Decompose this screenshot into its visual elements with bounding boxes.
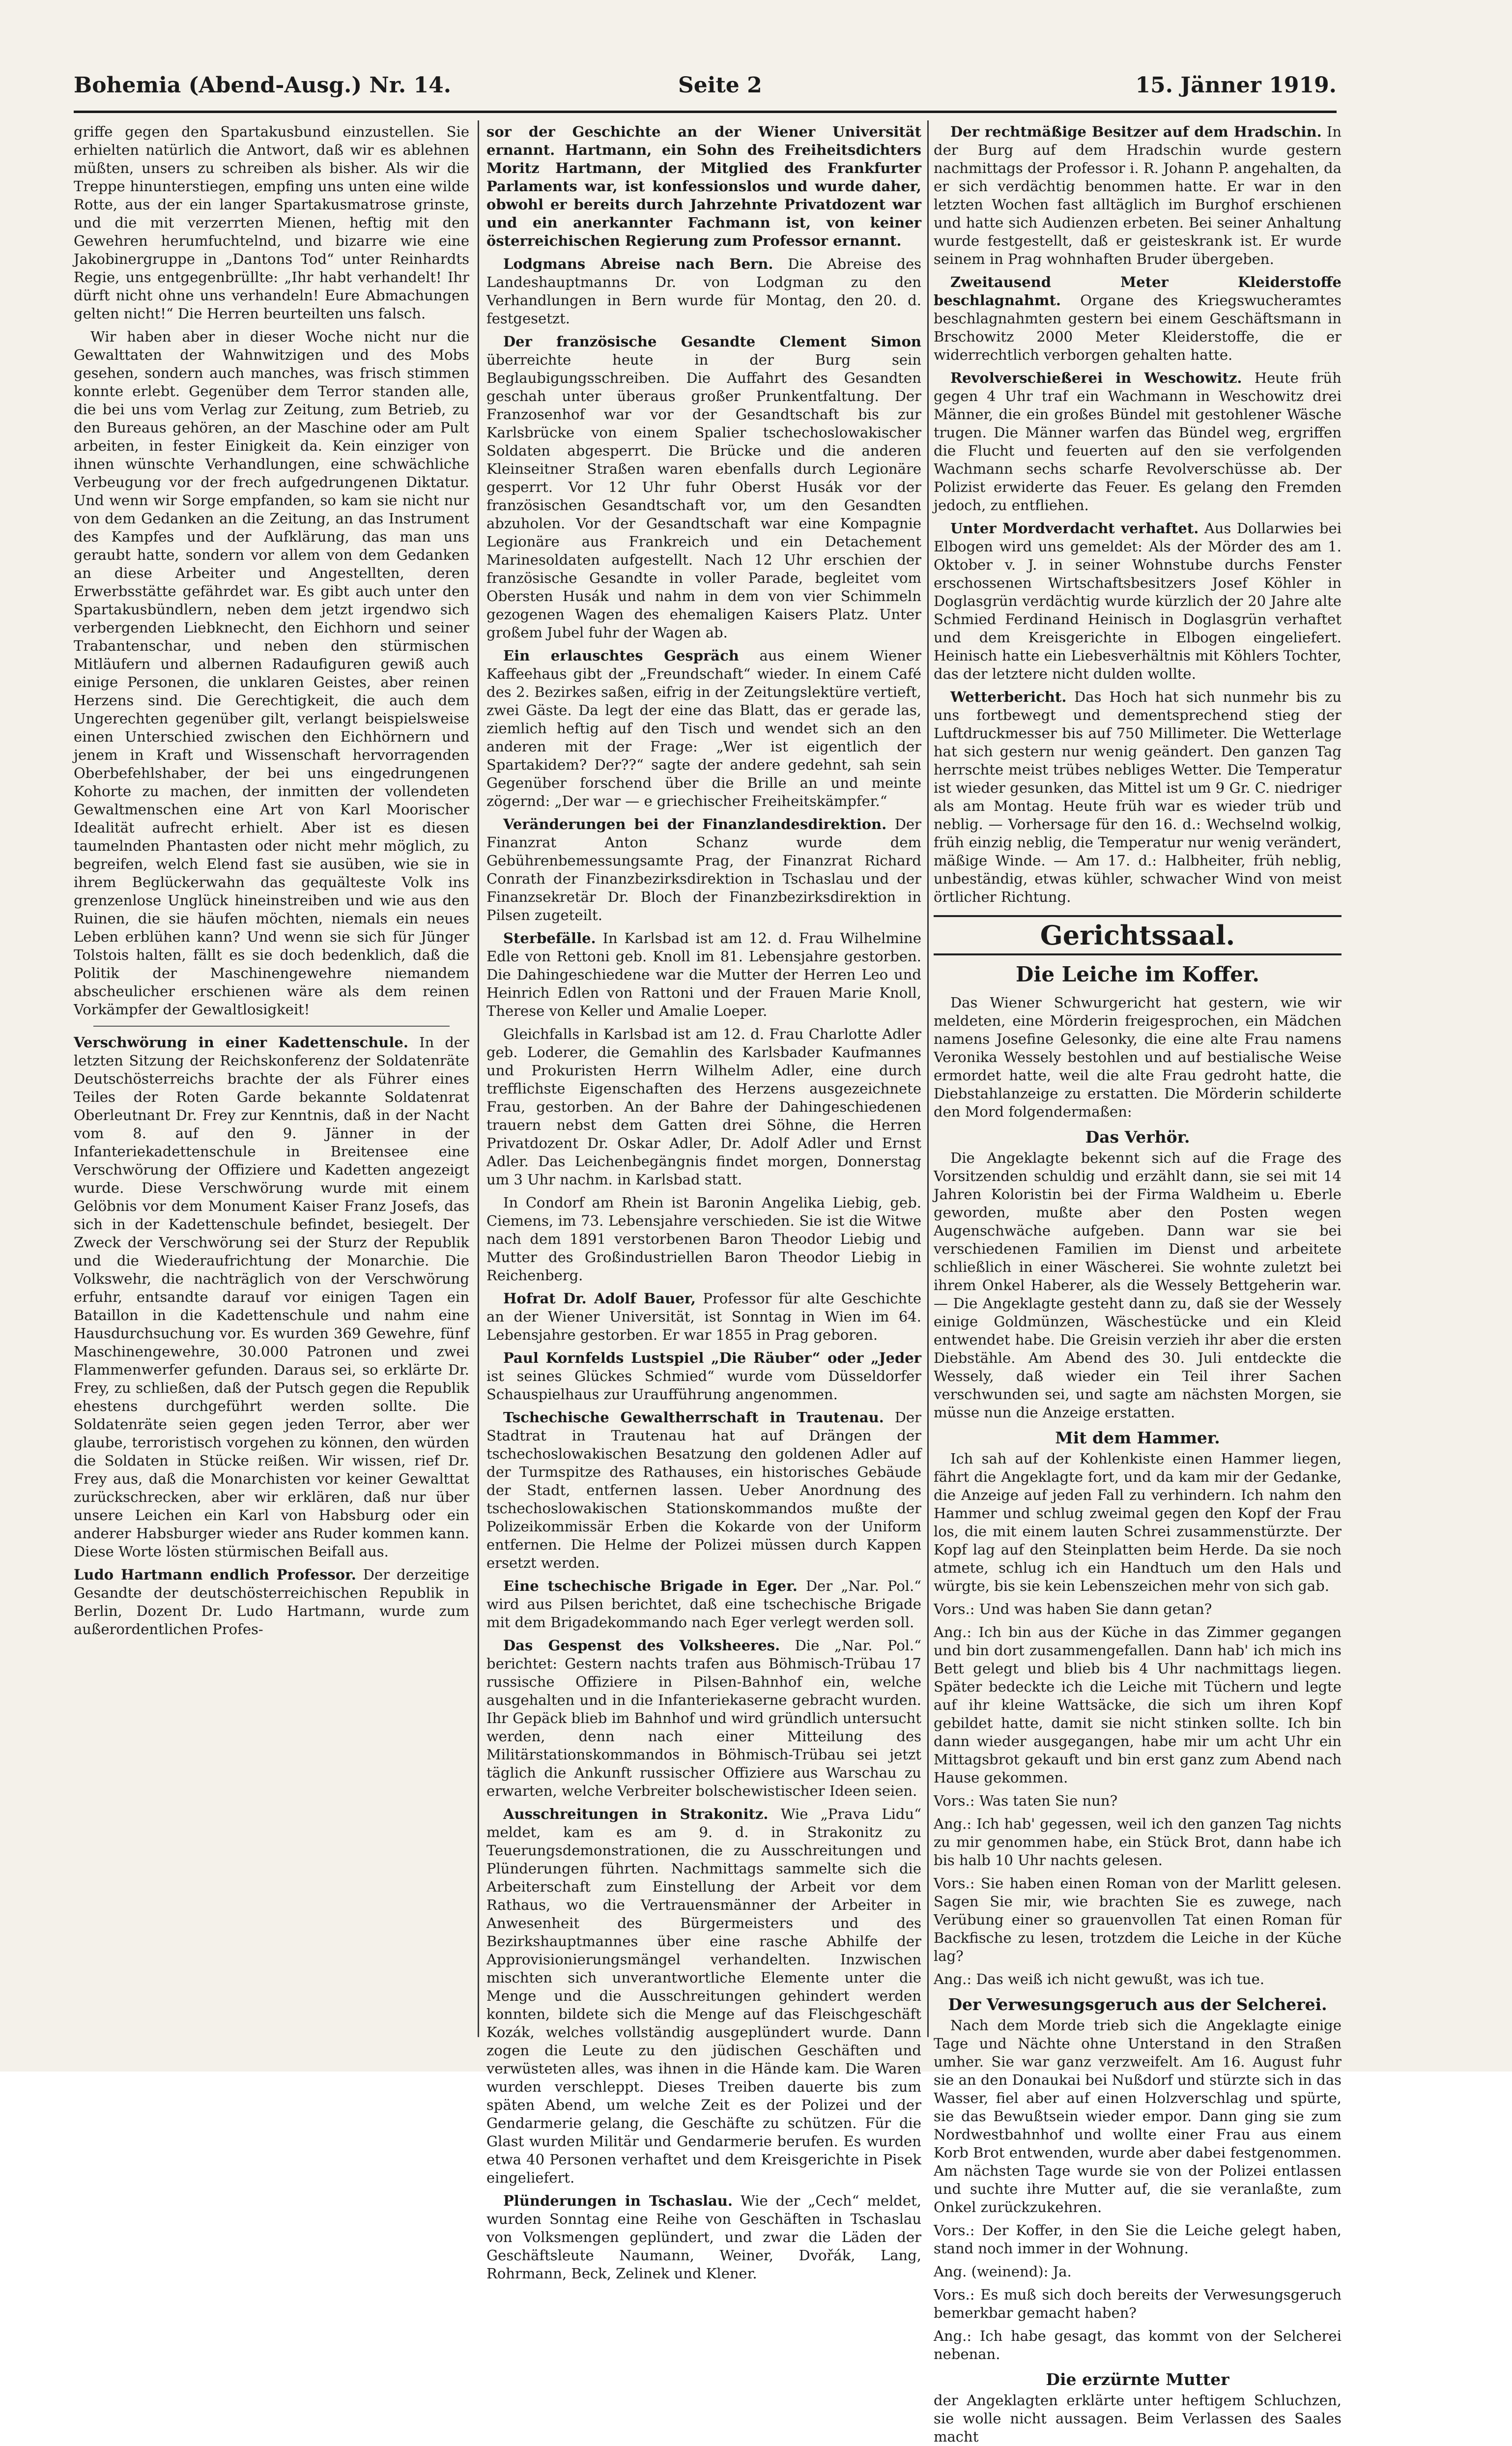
news-item-kadetten xyxy=(74,1034,469,1561)
news-item-bauer xyxy=(486,1290,921,1344)
column-rule-1 xyxy=(478,120,479,2037)
news-item-text: Die „Nar. Pol.“ berichtet: Gestern nachts trafen aus Böhmisch-Trübau 17 russische Offiziere in Pilsen-Bahnhof ein, welche ausgehalten und in die Infanteriekaserne gebracht wurden. Ihr Gepäck blieb im Bahnhof und wird gründlich untersucht werden, denn nach einer Mitteilung des Militärstationskommandos in Böhmisch-Trübau sei jetzt täglich die Ankunft russischer Offiziere aus Warschau zu erwarten, welche Verbreiter bolschewistischer Ideen seien. xyxy=(486,1637,921,1799)
news-item-title: Paul Kornfelds Lustspiel „Die Räuber“ oder „Jeder xyxy=(503,1350,921,1366)
dialogue-line: Vors.: Was taten Sie nun? xyxy=(934,1792,1118,1809)
news-item-ludo xyxy=(74,1566,469,1639)
news-item-title: Ausschreitungen in Strakonitz. xyxy=(503,1806,769,1822)
news-item-title: Hofrat Dr. Adolf Bauer, xyxy=(503,1290,696,1307)
article-paragraph: griffe gegen den Spartakusbund einzustellen. Sie erhielten natürlich die Antwort, daß wir es ablehnen müßten, unsers zu schreiben als bisher. Als wir die Treppe hinunterstiegen, empfing uns unten eine wilde Rotte, aus der ein langer Spartakusmatrose grinste, und die mit verzerrten Mienen, heftig mit den Gewehren herumfuchtelnd, und bizarre wie eine Jakobinergruppe in „Dantons Tod“ unter Reinhardts Regie, uns entgegenbrüllte: „Ihr habt verhandelt! Ihr dürft nicht ohne uns verhandeln! Eure Abmachungen gelten nicht!“ Die Herren beurteilten uns falsch. xyxy=(74,123,469,322)
news-item-gespraech xyxy=(486,647,921,810)
dialogue-line: Ang. (weinend): Ja. xyxy=(934,2263,1072,2280)
news-item-title: Revolverschießerei in Weschowitz. xyxy=(950,370,1242,386)
news-item-title: Eine tschechische Brigade in Eger. xyxy=(503,1578,798,1594)
masthead-issue: Bohemia (Abend-Ausg.) Nr. 14. xyxy=(74,73,452,98)
news-item-text: In der Burg auf dem Hradschin wurde gestern nachmittags der Professor i. R. Johann P. angehalten, da er sich verdächtig benommen hatte. Er war in den letzten Wochen fast alltäglich im Burghof erschienen und hatte sich Audienzen erbeten. Bei seiner Anhaltung wurde festgestellt, daß er geisteskrank ist. Er wurde seinem in Prag wohnhaften Bruder übergeben. xyxy=(934,123,1342,267)
article-continuation: sor der Geschichte an der Wiener Universität ernannt. Hartmann, ein Sohn des Freiheitsdichters Moritz Hartmann, der Mitglied des Frankfurter Parlaments war, ist konfessionslos und wurde daher, obwohl er bereits durch Jahrzehnte Privatdozent war und ein anerkannter Fachmann ist, von keiner österreichischen Regierung zum Professor ernannt. xyxy=(486,123,921,249)
article-paragraph: Nach dem Morde trieb sich die Angeklagte einige Tage und Nächte ohne Unterstand in den Straßen umher. Sie war ganz verzweifelt. Am 16. August fuhr sie an den Donaukai bei Nußdorf und stürzte sich in das Wasser, fiel aber auf einen Holzverschlag und spürte, sie das Bewußtsein wieder empor. Dann ging sie zum Nordwestbahnhof und wollte einer Frau aus einem Korb Brot entwenden, wurde aber dabei festgenommen. Am nächsten Tage wurde sie von der Polizei entlassen und suchte ihre Mutter auf, die sie veranlaßte, zum Onkel zurückzukehren. xyxy=(934,2017,1341,2216)
dialogue-line: Ang.: Das weiß ich nicht gewußt, was ich tue. xyxy=(934,1971,1265,1987)
news-item-title: Zweitausend Meter Kleiderstoffe beschlagnahmt. xyxy=(934,274,1341,309)
news-item-mord xyxy=(934,519,1341,683)
article-headline: Die Leiche im Koffer. xyxy=(1015,962,1260,986)
page-number: Seite 2 xyxy=(678,73,762,98)
news-item-revolver xyxy=(934,369,1341,515)
section-heading-gerichtssaal: Gerichtssaal. xyxy=(934,915,1341,955)
news-item-sterbe-2: Gleichfalls in Karlsbad ist am 12. d. Frau Charlotte Adler geb. Loderer, die Gemahlin des Karlsbader Kaufmannes und Prokuristen Herrn Wilhelm Adler, eine durch trefflichste Eigenschaften des Herzens ausgezeichnete Frau, gestorben. An der Bahre der Dahingeschiedenen trauern nebst dem Gatten drei Söhne, die Herren Privatdozent Dr. Oskar Adler, Dr. Adolf Adler und Ernst Adler. Das Leichenbegängnis findet morgen, Donnerstag um 3 Uhr nachm. in Karlsbad statt. xyxy=(486,1026,921,1188)
dialogue-line: Ang.: Ich bin aus der Küche in das Zimmer gegangen und bin dort zusammengefallen. Dann hab' ich mich ins Bett gelegt und blieb bis 4 Uhr nachmittags liegen. Später bedeckte ich die Leiche mit Tüchern und legte auf ihr kleine Wattsäcke, die sich um ihren Kopf gebildet hatte, damit sie nicht stinken sollte. Ich bin dann wieder ausgegangen, habe mir um acht Uhr ein Mittagsbrot gekauft und bin erst ganz zum Abend nach Hause gekommen. xyxy=(934,1624,1341,1786)
news-item-title: Wetterbericht. xyxy=(950,689,1067,705)
subheading: Die erzürnte Mutter xyxy=(1046,2370,1229,2389)
article-paragraph: der Angeklagten erklärte unter heftigem Schluchzen, sie wolle nicht aussagen. Beim Verlassen des Saales macht xyxy=(934,2392,1341,2445)
news-item-sterbe-3: In Condorf am Rhein ist Baronin Angelika Liebig, geb. Ciemens, im 73. Lebensjahre verschieden. Sie ist die Witwe nach dem 1891 verstorbenen Baron Theodor Liebig und Mutter des Großindustriellen Baron Theodor Liebig in Reichenberg. xyxy=(486,1194,921,1284)
news-item-text: überreichte heute in der Burg sein Beglaubigungsschreiben. Die Auffahrt des Gesandten geschah unter überaus großer Prunkentfaltung. Der Franzosenhof war vor der Gesandtschaft bis zur Karlsbrücke von einem Spalier tschechoslowakischer Soldaten abgesperrt. Die Brücke und die anderen Kleinseitner Straßen waren ebenfalls durch Legionäre gesperrt. Vor 12 Uhr fuhr Oberst Husák vor der französischen Gesandtschaft vor, um den Gesandten abzuholen. Vor der Gesandtschaft war eine Kompagnie Legionäre aus Frankreich und ein Detachement Marinesoldaten aufgestellt. Nach 12 Uhr erschien der französische Gesandte in voller Parade, begleitet vom Obersten Husák und nahm in dem von vier Schimmeln gezogenen Wagen des ehemaligen Kaisers Platz. Unter großem Jubel fuhr der Wagen ab. xyxy=(486,351,921,641)
news-item-title: Verschwörung in einer Kadettenschule. xyxy=(74,1034,408,1051)
column-2 xyxy=(486,123,922,2282)
issue-date: 15. Jänner 1919. xyxy=(1135,73,1337,98)
news-item-title: Das Gespenst des Volksheeres. xyxy=(503,1637,780,1654)
news-item-title: Unter Mordverdacht verhaftet. xyxy=(950,520,1199,537)
news-item-tschaslau xyxy=(486,2192,921,2283)
news-item-title: Veränderungen bei der Finanzlandesdirektion. xyxy=(503,816,887,833)
news-item-wetter xyxy=(934,688,1341,906)
news-item-lodgman xyxy=(486,255,921,328)
news-item-trautenau xyxy=(486,1409,921,1572)
news-item-text: Der Stadtrat in Trautenau hat auf Drängen der tschechoslowakischen Besatzung den goldenen Adler auf der Turmspitze des Rathauses, ein historisches Gebäude der Stadt, entfernen lassen. Ueber Anordnung des tschechoslowakischen Stationskommandos mußte der Polizeikommissär Erben die Kokarde von der Uniform entfernen. Die Helme der Polizei müssen durch Kappen ersetzt werden. xyxy=(486,1409,922,1571)
news-item-text: Aus Dollarwies bei Elbogen wird uns gemeldet: Als der Mörder des am 1. Oktober v. J. in seiner Wohnstube durchs Fenster erschossenen Wirtschaftsbesitzers Josef Köhler in Doglasgrün verdächtig wurde kürzlich der 20 Jahre alte Schmied Ferdinand Heinisch in Doglasgrün verhaftet und dem Kreisgerichte in Elbogen eingeliefert. Heinisch hatte ein Liebesverhältnis mit Köhlers Tochter, das der letztere nicht dulden wollte. xyxy=(934,520,1341,682)
news-item-kornfeld xyxy=(486,1349,921,1404)
news-item-text: Professor für alte Geschichte an der Wiener Universität, ist Sonntag in Wien im 64. Lebensjahre gestorben. Er war 1855 in Prag geboren. xyxy=(486,1290,922,1343)
column-3 xyxy=(934,123,1342,2445)
news-item-text: Die Abreise des Landeshauptmanns Dr. von Lodgman zu den Verhandlungen in Bern wurde für Montag, den 20. d. festgesetzt. xyxy=(486,256,921,327)
news-item-text: Der „Nar. Pol.“ wird aus Pilsen berichtet, daß eine tschechische Brigade mit dem Brigadekommando nach Eger verlegt werden soll. xyxy=(486,1578,921,1631)
article-paragraph: Ich sah auf der Kohlenkiste einen Hammer liegen, fährt die Angeklagte fort, und da kam mir der Gedanke, die Anzeige auf jeden Fall zu verhindern. Ich nahm den Hammer und schlug zweimal gegen den Kopf der Frau los, die mit einem lauten Schrei zusammenstürzte. Der Kopf lag auf den Steinplatten beim Herde. Da sie noch atmete, schlug ich ein Handtuch um den Hals und würgte, bis sie kein Lebenszeichen mehr von sich gab. xyxy=(934,1450,1341,1594)
article-paragraph: Die Angeklagte bekennt sich auf die Frage des Vorsitzenden schuldig und erzählt dann, sie sei mit 14 Jahren Koloristin bei der Firma Waldheim u. Eberle geworden, mußte aber den Posten wegen Augenschwäche aufgeben. Dann war sie bei verschiedenen Familien im Dienst und arbeitete schließlich in einer Wäscherei. Sie wohnte zuletzt bei ihrem Onkel Haberer, als die Wessely Bettgeherin war. — Die Angeklagte gesteht dann zu, daß sie der Wessely einige Goldmünzen, Wäschestücke und ein Kleid entwendet habe. Die Greisin verzieh ihr aber die ersten Diebstähle. Am Abend des 30. Juli entdeckte die Wessely, daß wieder ein Teil ihrer Sachen verschwunden sei, und sagte am nächsten Morgen, sie müsse nun die Anzeige erstatten. xyxy=(934,1150,1341,1421)
news-item-text: Organe des Kriegswucheramtes beschlagnahmten gestern bei einem Geschäftsmann in Brschowitz 2000 Meter Kleiderstoffe, die er widerrechtlich verborgen gehalten hatte. xyxy=(934,292,1342,363)
news-item-title: Der rechtmäßige Besitzer auf dem Hradschin. xyxy=(950,123,1322,140)
news-item-text: In Karlsbad ist am 12. d. Frau Wilhelmine Edle von Rettoni geb. Knoll im 81. Lebensjahre gestorben. Die Dahingeschiedene war die Mutter der Herren Leo und Heinrich Edlen von Rattoni und der Frauen Marie Knoll, Therese von Keller und Amalie Loeper. xyxy=(486,930,921,1019)
news-item-eger xyxy=(486,1577,921,1632)
page-header xyxy=(74,73,1337,107)
news-item-kleider xyxy=(934,273,1341,364)
news-item-strakonitz xyxy=(486,1805,921,2187)
news-item-title: Ein erlauschtes Gespräch xyxy=(503,647,739,664)
subheading: Der Verwesungsgeruch aus der Selcherei. xyxy=(948,1995,1327,2014)
dialogue-line: Vors.: Es muß sich doch bereits der Verwesungsgeruch bemerkbar gemacht haben? xyxy=(934,2286,1341,2321)
header-rule xyxy=(74,111,1337,113)
news-item-title: Lodgmans Abreise nach Bern. xyxy=(503,256,773,272)
news-item-text: Der Finanzrat Anton Schanz wurde dem Gebührenbemessungsamte Prag, der Finanzrat Richard Conrath der Finanzbezirksdirektion in Tschaslau und der Finanzsekretär Dr. Bloch der Finanzbezirksdirektion in Pilsen zugeteilt. xyxy=(486,816,921,923)
news-item-title: Ludo Hartmann endlich Professor. xyxy=(74,1566,356,1583)
dialogue-line: Ang.: Ich habe gesagt, das kommt von der Selcherei nebenan. xyxy=(934,2328,1341,2362)
dialogue-line: Vors.: Sie haben einen Roman von der Marlitt gelesen. Sagen Sie mir, wie brachten Sie es zuwege, nach Verübung einer so grauenvollen Tat einen Roman für Backfische zu lesen, trotzdem die Leiche in der Küche lag? xyxy=(934,1875,1341,1964)
news-item-title: Sterbefälle. xyxy=(503,930,596,947)
news-item-text: Wie „Prava Lidu“ meldet, kam es am 9. d. in Strakonitz zu Teuerungsdemonstrationen, die zu Ausschreitungen und Plünderungen führten. Nachmittags sammelte sich die Arbeiterschaft zum Einstellung der Arbeit vor dem Rathaus, wo die Vertrauensmänner der Arbeiter in Anwesenheit des Bürgermeisters und des Bezirkshauptmannes über eine rasche Abhilfe der Approvisionierungsmängel verhandelten. Inzwischen mischten sich unverantwortliche Elemente unter die Menge und die Ausschreitungen gehindert werden konnten, bildete sich die Menge auf das Fleischgeschäft Kozák, welches vollständig ausgeplündert wurde. Dann zogen die Leute zu den jüdischen Geschäften und verwüsteten alles, was ihnen in die Hände kam. Die Waren wurden verschleppt. Dieses Treiben dauerte bis zum späten Abend, um welche Zeit es der Polizei und der Gendarmerie gelang, die Geschäfte zu schützen. Für die Glast wurden Militär und Gendarmerie berufen. Es wurden etwa 40 Personen verhaftet und dem Kreisgerichte in Pisek eingeliefert. xyxy=(486,1806,921,2186)
article-paragraph: Das Wiener Schwurgericht hat gestern, wie wir meldeten, eine Mörderin freigesprochen, ein Mädchen namens Josefine Gelesonky, die eine alte Frau namens Veronika Wessely bestohlen und auf bestialische Weise ermordet hatte, weil die alte Frau gedroht hatte, die Diebstahlanzeige zu erstatten. Die Mörderin schilderte den Mord folgendermaßen: xyxy=(934,994,1341,1120)
dialogue-line: Ang.: Ich hab' gegessen, weil ich den ganzen Tag nichts zu mir genommen habe, ein Stück Brot, dann habe ich bis halb 10 Uhr nachts gelesen. xyxy=(934,1815,1341,1869)
news-item-hradschin xyxy=(934,123,1341,268)
column-rule-2 xyxy=(927,120,929,2037)
subheading: Mit dem Hammer. xyxy=(1055,1428,1220,1447)
news-item-title: Plünderungen in Tschaslau. xyxy=(503,2192,733,2209)
dialogue-line: Vors.: Der Koffer, in den Sie die Leiche gelegt haben, stand noch immer in der Wohnung. xyxy=(934,2222,1341,2257)
news-item-sterbe xyxy=(486,929,921,1020)
news-item-finanz xyxy=(486,815,921,924)
news-item-title: Tschechische Gewaltherrschaft in Trautenau. xyxy=(503,1409,884,1426)
dialogue-line: Vors.: Und was haben Sie dann getan? xyxy=(934,1601,1212,1617)
news-item-text: Das Hoch hat sich nunmehr bis zu uns fortbewegt und dementsprechend stieg der Luftdruckmesser bis auf 750 Millimeter. Die Wetterlage hat sich gestern nur wenig geändert. Den ganzen Tag herrschte meist trübes nebliges Wetter. Die Temperatur ist wieder gesunken, das Mittel ist um 9 Gr. C. niedriger als am Montag. Heute früh war es wieder trüb und neblig. — Vorhersage für den 16. d.: Wechselnd wolkig, früh einzig neblig, die Temperatur nur wenig verändert, mäßige Winde. — Am 17. d.: Halbheiter, früh neblig, unbeständig, etwas kühler, schwacher Wind von meist örtlicher Richtung. xyxy=(934,689,1342,905)
news-item-text: In der letzten Sitzung der Reichskonferenz der Soldatenräte Deutschösterreichs brachte der als Führer eines Teiles der Roten Garde bekannte Soldatenrat Oberleutnant Dr. Frey zur Kenntnis, daß in der Nacht vom 8. auf den 9. Jänner in der Infanteriekadettenschule in Breitensee eine Verschwörung der Offiziere und Kadetten angezeigt wurde. Diese Verschwörung wurde mit einem Gelöbnis vor dem Monument Kaiser Franz Josefs, das sich in der Kadettenschule befindet, besiegelt. Der Zweck der Verschwörung sei der Sturz der Republik und die Wiederaufrichtung der Monarchie. Die Volkswehr, die nachträglich von der Verschwörung erfuhr, entsandte darauf vor einigen Tagen ein Bataillon in die Kadettenschule und nahm eine Hausdurchsuchung vor. Es wurden 369 Gewehre, fünf Maschinengewehre, 30.000 Patronen und zwei Flammenwerfer gefunden. Daraus sei, so erklärte Dr. Frey, zu schließen, daß der Putsch gegen die Republik ehestens durchgeführt werden sollte. Die Soldatenräte seien gegen jeden Terror, aber wer glaube, terroristisch vorgehen zu können, den würden die Soldaten in Stücke reißen. Wir wissen, rief Dr. Frey aus, daß die Monarchisten vor keiner Gewalttat zurückschrecken, aber wir erklären, daß nur über unsere Leichen ein Karl von Habsburg oder ein anderer Habsburger wieder ans Ruder kommen kann. Diese Worte lösten stürmischen Beifall aus. xyxy=(74,1034,470,1560)
news-item-text: ist seines Glückes Schmied“ wurde vom Düsseldorfer Schauspielhaus zur Uraufführung angenommen. xyxy=(486,1368,921,1403)
news-item-text: Heute früh gegen 4 Uhr traf ein Wachmann in Weschowitz drei Männer, die ein großes Bündel mit gestohlener Wäsche trugen. Die Männer warfen das Bündel weg, ergriffen die Flucht und feuerten auf den sie verfolgenden Wachmann sechs scharfe Revolverschüsse ab. Der Polizist erwiderte das Feuer. Es gelang den Fremden jedoch, zu entfliehen. xyxy=(934,370,1341,514)
column-1 xyxy=(74,123,469,2042)
news-item-text: aus einem Wiener Kaffeehaus gibt der „Freundschaft“ wieder. In einem Café des 2. Bezirkes saßen, eifrig in der Zeitungslektüre vertieft, zwei Gäste. Da legt der eine das Blatt, das er gerade las, ziemlich heftig auf den Tisch und wendet sich an den anderen mit der Frage: „Wer ist eigentlich der Spartakidem? Der??“ sagte der andere gedehnt, sah sein Gegenüber forschend über die Brille an und meinte zögernd: „Der war — e griechischer Freiheitskämpfer.“ xyxy=(486,647,921,809)
news-item-title: Der französische Gesandte Clement Simon xyxy=(503,333,921,350)
article-paragraph: Wir haben aber in dieser Woche nicht nur die Gewalttaten der Wahnwitzigen und des Mobs gesehen, sondern auch manches, was frisch stimmen konnte erlebt. Gegenüber dem Terror standen alle, die bei uns vom Verlag zur Zeitung, zum Betrieb, zu den Bureaus gehören, an der Maschine oder am Pult arbeiten, in fester Einigkeit da. Kein einziger von ihnen wünschte Verhandlungen, eine schwächliche Verbeugung vor der frech aufgedrungenen Diktatur. Und wenn wir Sorge empfanden, so kam sie nicht nur von dem Gedanken an die Zeitung, an das Instrument des Kampfes und der Aufklärung, das man uns geraubt hatte, sondern vor allem von dem Gedanken an diese Arbeiter und Angestellten, deren Erwerbsstätte gefährdet war. Es gibt auch unter den Spartakusbündlern, neben dem jetzt irgendwo sich verbergenden Liebknecht, den Eichhorn und seiner Trabantenschar, und neben den stürmischen Mitläufern und albernen Radaufiguren gewiß auch einige Personen, die unklaren Geistes, aber reinen Herzens sind. Die Gerechtigkeit, die auch dem Ungerechten gegenüber gilt, verlangt beispielsweise einen Unterschied zwischen den Eichhörnern und jenem in Kraft und Wissenschaft hervorragenden Oberbefehlshaber, der bei uns eingedrungenen Kohorte zu machen, der inmitten der vollendeten Gewaltmenschen eine Art von Karl Moorischer Idealität aufrecht erhielt. Aber ist es diesen taumelnden Phantasten oder nicht mehr möglich, zu begreifen, welch Elend fast sie ausüben, wie sie in ihrem Beglückerwahn das gequälteste Volk ins grenzenlose Unglück hineinstreiben und wie aus den Ruinen, die sie häufen möchten, niemals ein neues Leben erblühen kann? Und wenn sie sich für Jünger Tolstois halten, fällt es sie doch bedenklich, daß die Politik der Maschinengewehre niemandem abscheulicher erschienen wäre als dem reinen Vorkämpfer der Gewaltlosigkeit! xyxy=(74,328,469,1018)
news-item-volksheer xyxy=(486,1637,921,1800)
news-item-simon xyxy=(486,333,921,642)
subheading: Das Verhör. xyxy=(1085,1127,1190,1147)
news-item-text: Der derzeitige Gesandte der deutschösterreichischen Republik in Berlin, Dozent Dr. Ludo Hartmann, wurde zum außerordentlichen Profes- xyxy=(74,1566,470,1638)
article-divider xyxy=(93,1026,450,1027)
news-item-text: Wie der „Cech“ meldet, wurden Sonntag eine Reihe von Geschäften in Tschaslau von Volksmengen geplündert, und zwar die Läden der Geschäftsleute Naumann, Weiner, Dvořák, Lang, Rohrmann, Beck, Zelinek und Klener. xyxy=(486,2192,921,2282)
